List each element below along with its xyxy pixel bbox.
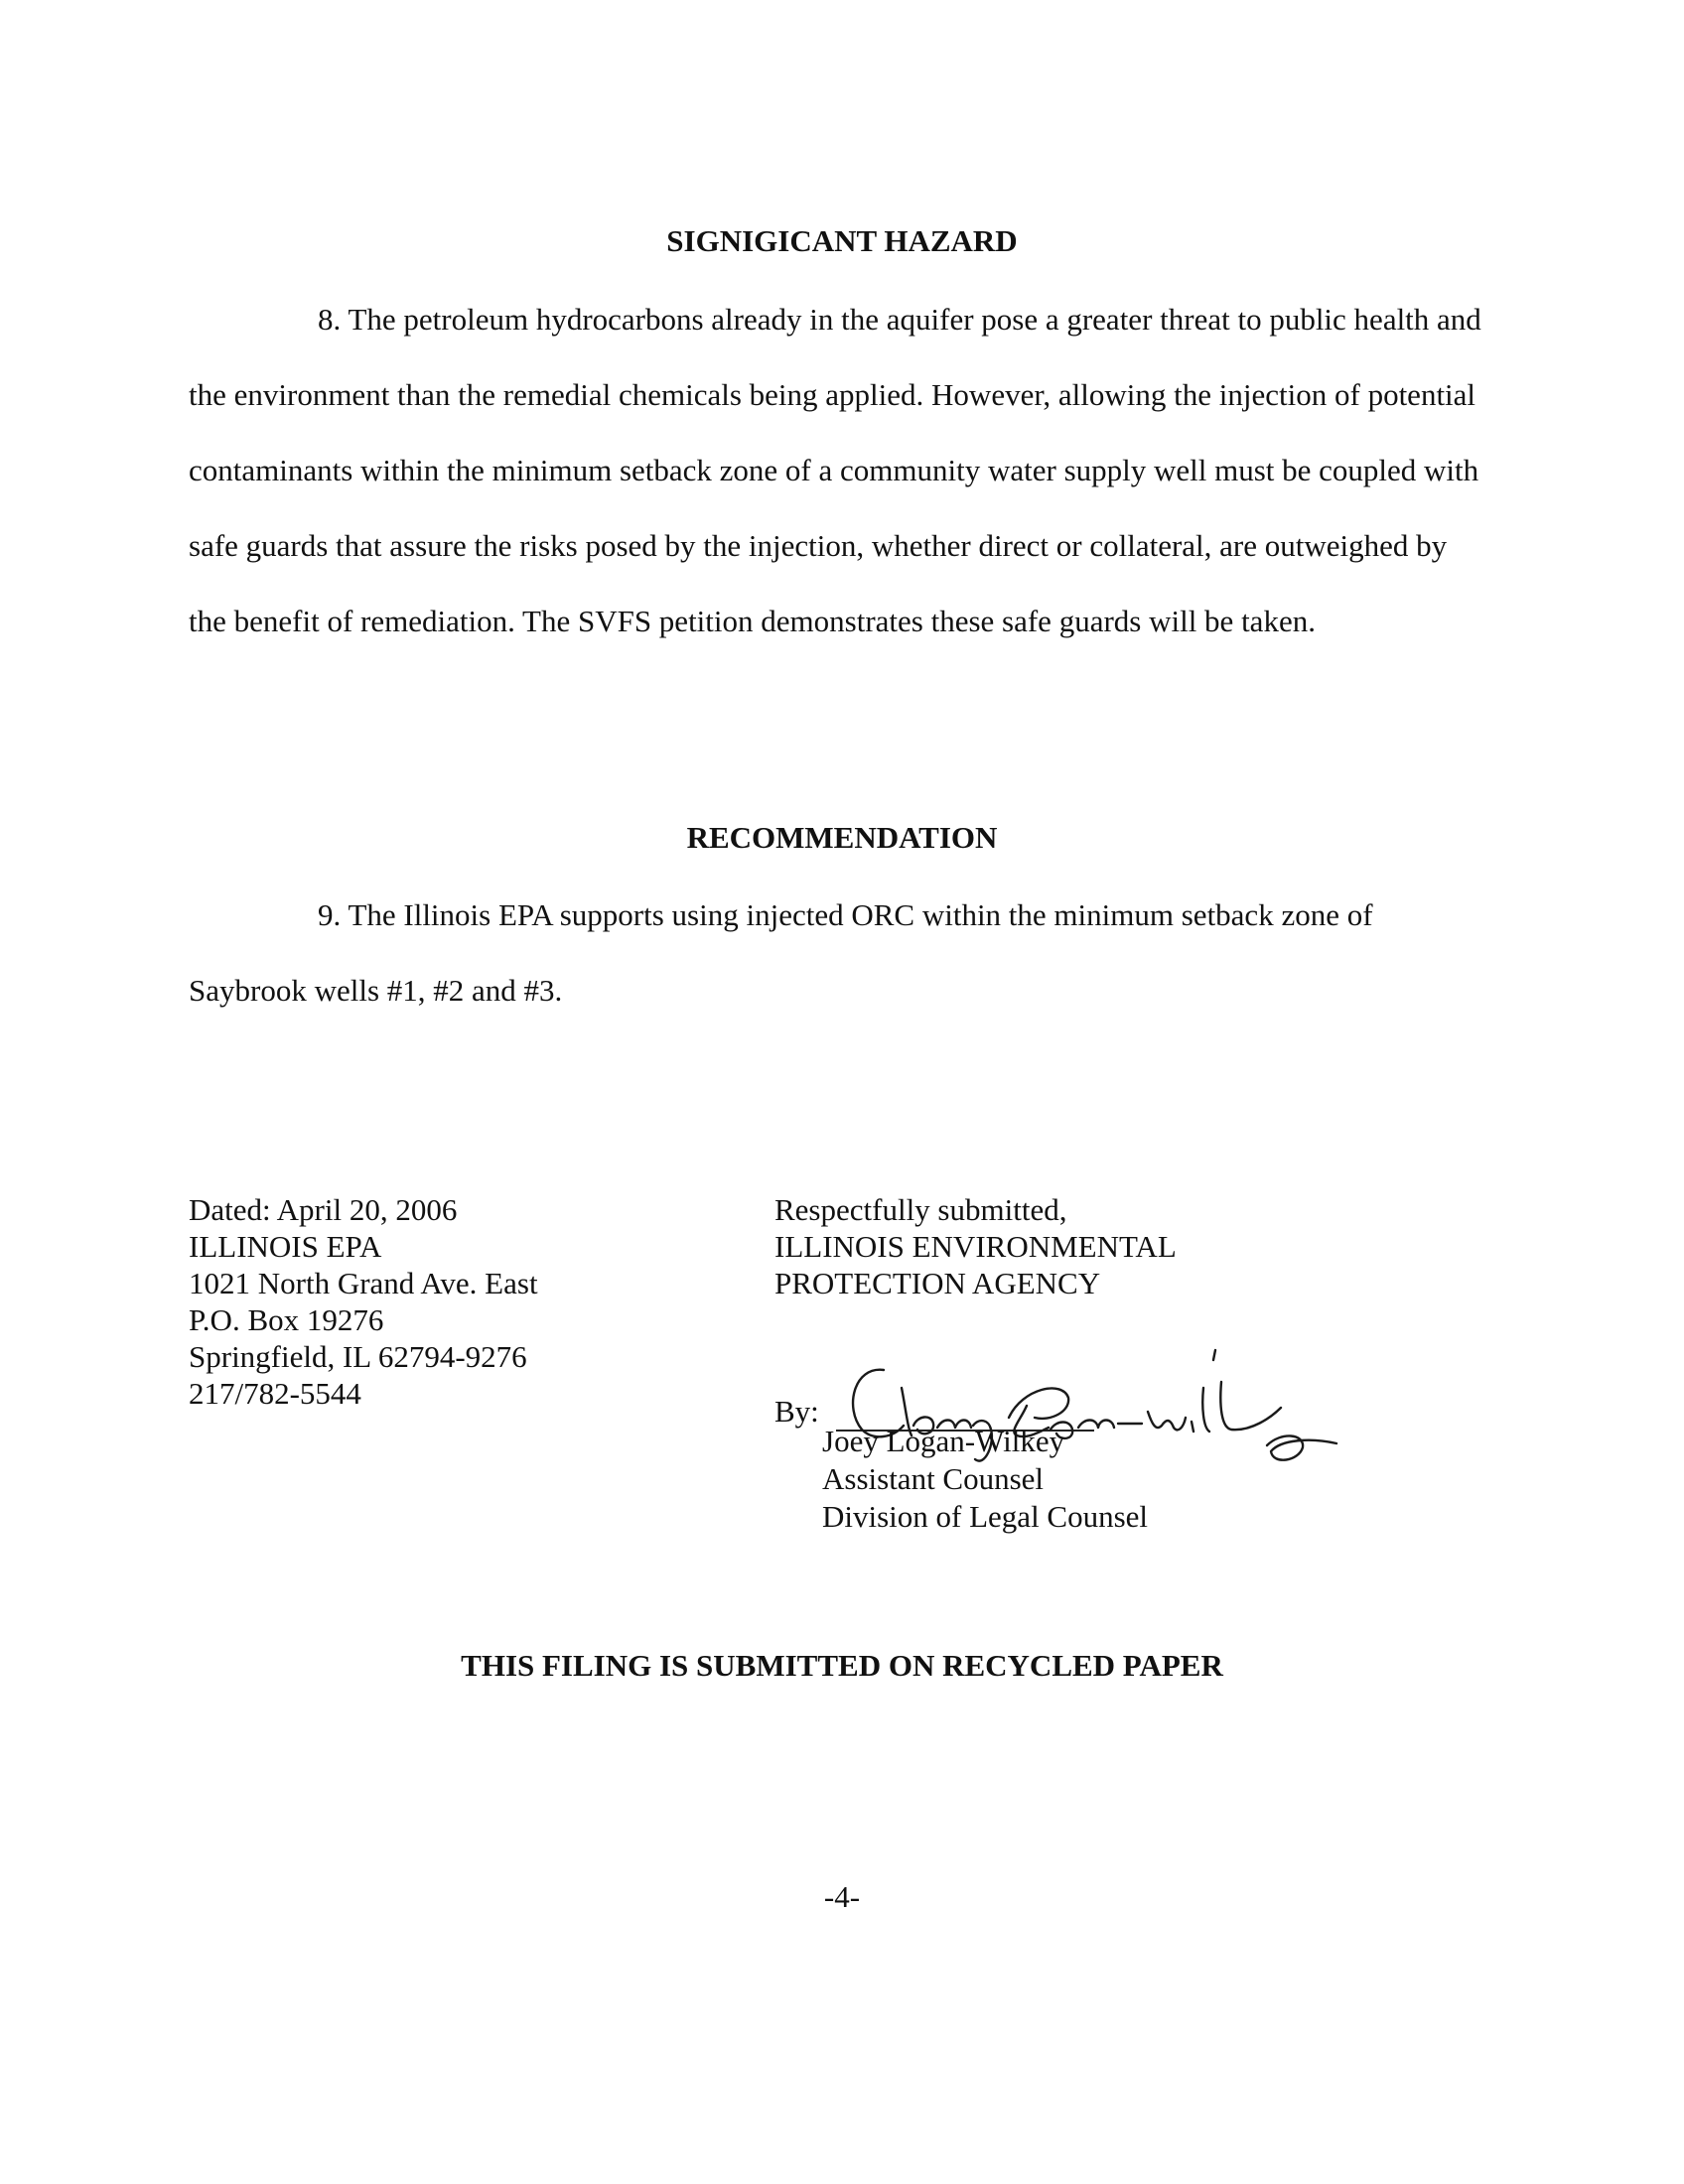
recycled-paper-note: THIS FILING IS SUBMITTED ON RECYCLED PAPER: [461, 1648, 1223, 1683]
signer-name: Joey Logan-Wilkey: [822, 1424, 1065, 1458]
closing-line: Respectfully submitted,: [774, 1192, 1067, 1227]
agency-line-2: PROTECTION AGENCY: [774, 1266, 1101, 1300]
sender-phone: 217/782-5544: [189, 1376, 361, 1411]
signer-division: Division of Legal Counsel: [822, 1499, 1149, 1534]
signer-title: Assistant Counsel: [822, 1461, 1045, 1496]
sender-street: 1021 North Grand Ave. East: [189, 1266, 538, 1300]
section-heading-recommendation: RECOMMENDATION: [686, 820, 998, 855]
submission-block: [774, 1191, 1177, 1301]
agency-line-1: ILLINOIS ENVIRONMENTAL: [774, 1229, 1177, 1264]
sender-city: Springfield, IL 62794-9276: [189, 1339, 527, 1374]
paragraph-9: 9. The Illinois EPA supports using injected ORC within the minimum setback zone of Saybrook wells #1, #2 and #3.: [189, 897, 1373, 1008]
sender-address-block: [189, 1191, 538, 1412]
dated-line: Dated: April 20, 2006: [189, 1192, 458, 1227]
section-heading-hazard: SIGNIGICANT HAZARD: [666, 223, 1018, 258]
page-number: -4-: [823, 1879, 861, 1914]
by-label: By:: [774, 1394, 819, 1429]
sender-po-box: P.O. Box 19276: [189, 1302, 384, 1337]
paragraph-8: 8. The petroleum hydrocarbons already in the aquifer pose a greater threat to public health and the environment than the remedial chemicals being applied. However, allowing the injection of potential contaminants within the minimum setback zone of a community water supply well must be coupled with safe guards that assure the risks posed by the injection, whether direct or collateral, are outweighed by the benefit of remediation. The SVFS petition demonstrates these safe guards will be taken.: [189, 302, 1481, 638]
sender-org: ILLINOIS EPA: [189, 1229, 382, 1264]
signer-block: [822, 1423, 1148, 1536]
